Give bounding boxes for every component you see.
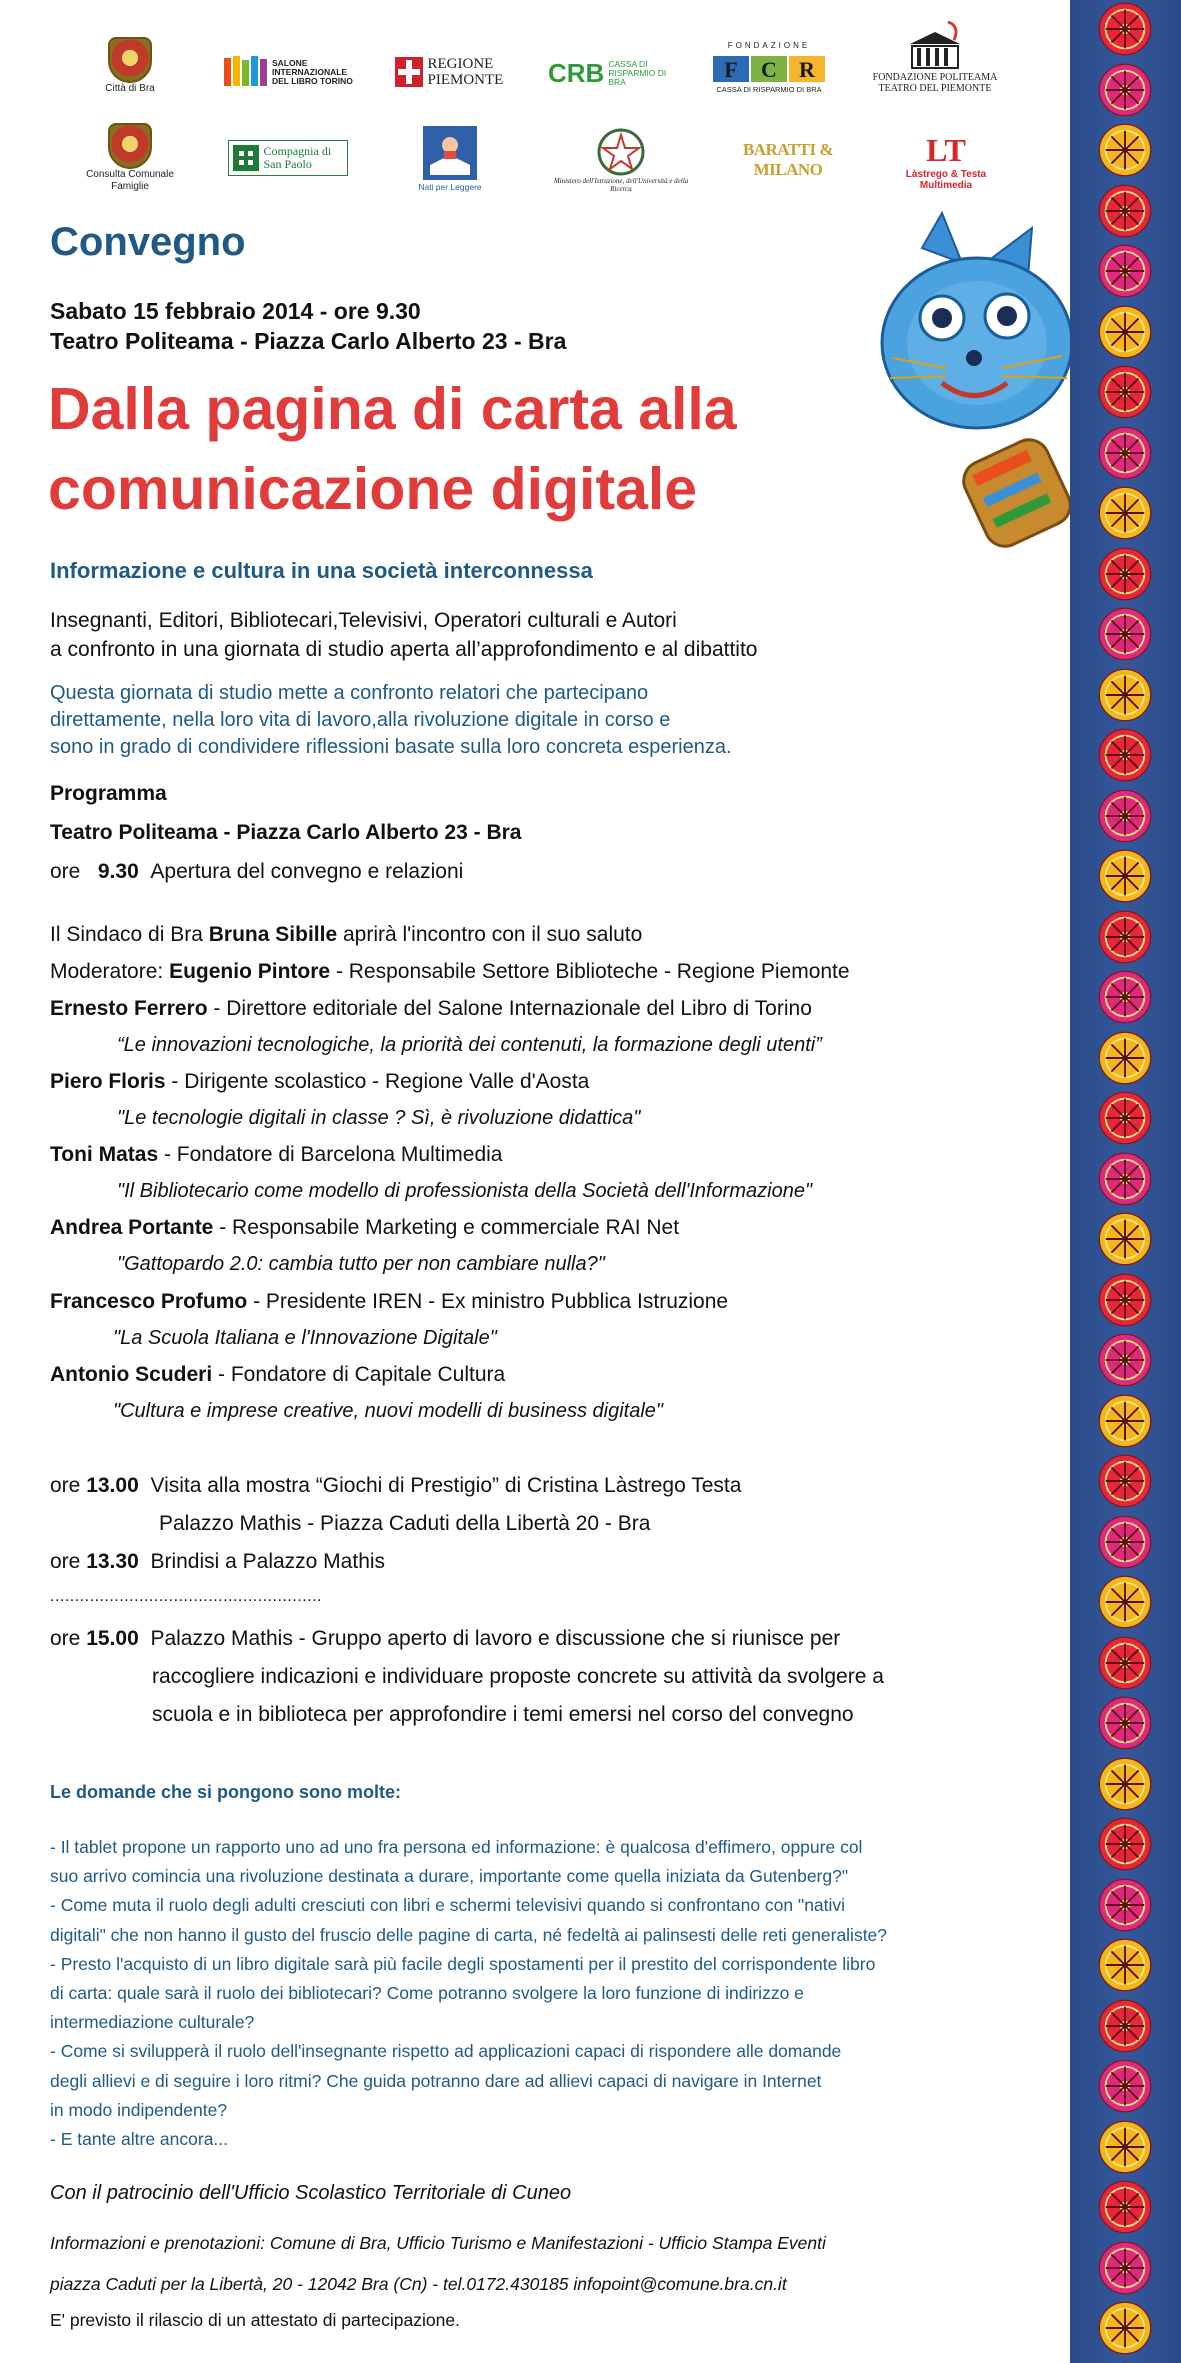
time-value: 9.30 <box>97 860 139 883</box>
description-line-1: Questa giornata di studio mette a confronto relatori che partecipano <box>50 682 649 704</box>
sindaco-suffix: aprirà l'incontro con il suo saluto <box>342 923 643 946</box>
question-line: - Come si svilupperà il ruolo dell'insegnante rispetto ad applicazioni capaci di rispondere alle domande <box>50 2041 842 2062</box>
decorative-wheel-icon <box>1083 1333 1167 1387</box>
speaker-line <box>50 1216 679 1240</box>
decorative-wheel-icon <box>1083 2180 1167 2234</box>
question-line: suo arrivo comincia una rivoluzione destinata a durare, importante come quella iniziata da Gutenberg?" <box>50 1866 849 1887</box>
logo-caption: Nati per Leggere <box>418 182 482 192</box>
audience-line-2: a confronto in una giornata di studio aperta all’approfondimento e al dibattito <box>50 638 758 661</box>
speaker-name: Andrea Portante <box>50 1216 214 1239</box>
moderator-role: - Responsabile Settore Biblioteche - Regione Piemonte <box>335 960 850 983</box>
decorative-wheel-icon <box>1083 184 1167 238</box>
logo-caption: CASSA DI RISPARMIO DI BRA <box>608 58 667 87</box>
consulta-famiglie-logo <box>80 115 180 201</box>
crb-letters: CRB <box>548 57 605 88</box>
event-date: Sabato 15 febbraio 2014 - ore 9.30 <box>50 298 421 324</box>
speaker-talk-title: "Le tecnologie digitali in classe ? Sì, è rivoluzione didattica" <box>117 1107 641 1129</box>
speaker-talk-title: "La Scuola Italiana e l'Innovazione Digitale" <box>113 1327 497 1349</box>
sanpaolo-square-icon <box>233 145 259 171</box>
decorative-wheel-icon <box>1083 244 1167 298</box>
question-line: - E tante altre ancora... <box>50 2129 229 2149</box>
theatre-building-icon <box>900 20 970 72</box>
decorative-wheel-icon <box>1083 305 1167 359</box>
decorative-wheel-icon <box>1083 1999 1167 2053</box>
patronage-note: Con il patrocinio dell'Ufficio Scolastico Territoriale di Cuneo <box>50 2182 572 2204</box>
decorative-wheel-icon <box>1083 426 1167 480</box>
decorative-wheel-icon <box>1083 789 1167 843</box>
decorative-wheel-icon <box>1083 1091 1167 1145</box>
decorative-wheel-icon <box>1083 1454 1167 1508</box>
speaker-role: - Presidente IREN - Ex ministro Pubblica Istruzione <box>253 1290 729 1313</box>
sindaco-line <box>50 923 642 947</box>
question-line: - Come muta il ruolo degli adulti cresciuti con libri e schermi televisivi quando si confrontano con "nativi <box>50 1895 846 1916</box>
question-line: digitali" che non hanno il gusto del fruscio delle pagine di carta, né fedeltà ai palinsesti delle reti generaliste? <box>50 1924 888 1945</box>
attestato-note: E' previsto il rilascio di un attestato di partecipazione. <box>50 2310 460 2330</box>
svg-text:LT: LT <box>926 132 966 168</box>
time-value: 15.00 <box>86 1627 139 1650</box>
time-prefix: ore <box>50 860 81 883</box>
decorative-wheel-icon <box>1083 63 1167 117</box>
fondazione-crb-logo <box>706 38 832 98</box>
program-venue: Teatro Politeama - Piazza Carlo Alberto 23 - Bra <box>50 821 522 844</box>
speaker-talk-title: “Le innovazioni tecnologiche, la priorità dei contenuti, la formazione degli utenti” <box>117 1034 822 1056</box>
event-type-heading: Convegno <box>50 220 246 264</box>
sindaco-name: Bruna Sibille <box>208 923 338 946</box>
slot-1500-line-3: scuola e in biblioteca per approfondire i temi emersi nel corso del convegno <box>152 1703 854 1726</box>
salone-stripes-icon <box>222 54 272 90</box>
speaker-name: Antonio Scuderi <box>50 1363 213 1386</box>
question-line: - Presto l'acquisto di un libro digitale sarà più facile degli spostamenti per il prestito del corrispondente libro <box>50 1953 876 1974</box>
speaker-role: - Dirigente scolastico - Regione Valle d'Aosta <box>171 1070 590 1093</box>
decorative-wheel-icon <box>1083 1636 1167 1690</box>
event-title-line-2: comunicazione digitale <box>48 456 698 522</box>
speaker-talk-title: "Gattopardo 2.0: cambia tutto per non cambiare nulla?" <box>117 1253 605 1275</box>
time-value: 13.30 <box>86 1550 139 1573</box>
decorative-wheel-icon <box>1083 668 1167 722</box>
decorative-wheel-icon <box>1083 1696 1167 1750</box>
decorative-wheel-icon <box>1083 728 1167 782</box>
logo-caption: REGIONE PIEMONTE <box>427 56 504 88</box>
slot-1500-line-1 <box>50 1627 840 1651</box>
decorative-wheel-icon <box>1083 1212 1167 1266</box>
speaker-role: - Fondatore di Barcelona Multimedia <box>163 1143 503 1166</box>
decorative-wheel-icon <box>1083 123 1167 177</box>
speaker-line <box>50 997 812 1021</box>
audience-line-1: Insegnanti, Editori, Bibliotecari,Televisivi, Operatori culturali e Autori <box>50 609 677 632</box>
slot-description: Apertura del convegno e relazioni <box>150 860 464 883</box>
italian-emblem-icon <box>596 127 646 177</box>
info-line-1: Informazioni e prenotazioni: Comune di Bra, Ufficio Turismo e Manifestazioni - Ufficio Stampa Eventi <box>50 2233 826 2253</box>
logo-caption-top: FONDAZIONE <box>727 41 811 50</box>
program-heading: Programma <box>50 782 167 805</box>
piemonte-flag-icon <box>394 56 424 88</box>
slot-description: Visita alla mostra “Giochi di Prestigio” di Cristina Làstrego Testa <box>150 1474 742 1497</box>
decorative-wheel-icon <box>1083 2059 1167 2113</box>
speaker-line <box>50 1070 589 1094</box>
time-prefix: ore <box>50 1627 81 1650</box>
decorative-wheel-icon <box>1083 1878 1167 1932</box>
decorative-wheel-icon <box>1083 1817 1167 1871</box>
sindaco-prefix: Il Sindaco di Bra <box>50 923 203 946</box>
speaker-name: Francesco Profumo <box>50 1290 248 1313</box>
logo-caption: Città di Bra <box>105 83 155 94</box>
svg-text:C: C <box>761 57 777 82</box>
slot-description: Brindisi a Palazzo Mathis <box>150 1550 386 1573</box>
speaker-line <box>50 1143 502 1167</box>
coat-of-arms-icon <box>108 37 152 83</box>
decorative-wheel-icon <box>1083 970 1167 1024</box>
event-subtitle: Informazione e cultura in una società interconnessa <box>50 558 593 583</box>
decorative-wheel-icon <box>1083 486 1167 540</box>
speaker-name: Toni Matas <box>50 1143 159 1166</box>
sanpaolo-logo <box>228 140 348 176</box>
speaker-name: Piero Floris <box>50 1070 166 1093</box>
slot-1300-line-2: Palazzo Mathis - Piazza Caduti della Libertà 20 - Bra <box>159 1512 651 1535</box>
coat-of-arms-icon <box>108 123 152 169</box>
moderator-name: Eugenio Pintore <box>169 960 331 983</box>
slot-1330 <box>50 1550 385 1574</box>
logo-caption: Compagnia di San Paolo <box>263 144 332 171</box>
dotted-separator: ....................................................... <box>50 1588 322 1605</box>
program-opening <box>50 860 463 884</box>
lastrego-testa-logo <box>896 120 996 200</box>
logo-caption: SALONE INTERNAZIONALE DEL LIBRO TORINO <box>272 57 353 86</box>
speaker-talk-title: "Il Bibliotecario come modello di professionista della Società dell'Informazione" <box>117 1180 813 1202</box>
question-line: - Il tablet propone un rapporto uno ad uno fra persona ed informazione: è qualcosa d'effimero, oppure col <box>50 1837 863 1857</box>
speaker-name: Ernesto Ferrero <box>50 997 208 1020</box>
baratti-wordmark: BARATTI & MILANO <box>742 140 834 179</box>
question-line: in modo indipendente? <box>50 2099 228 2120</box>
salone-libro-logo <box>222 52 372 92</box>
politeama-logo <box>870 14 1000 100</box>
time-prefix: ore <box>50 1474 81 1497</box>
logo-caption: Ministero dell'Istruzione, dell'Università e della Ricerca <box>553 177 689 193</box>
slot-1500-line-2: raccogliere indicazioni e individuare proposte concrete su attività da svolgere a <box>152 1665 884 1688</box>
svg-text:R: R <box>799 57 815 82</box>
reading-child-icon <box>422 125 478 181</box>
description-line-3: sono in grado di condividere riflessioni basate sulla loro concreta esperienza. <box>50 736 732 758</box>
description-line-2: direttamente, nella loro vita di lavoro,alla rivoluzione digitale in corso e <box>50 709 671 731</box>
decorative-wheel-icon <box>1083 2301 1167 2355</box>
slot-description: Palazzo Mathis - Gruppo aperto di lavoro e discussione che si riunisce per <box>150 1627 841 1650</box>
slot-1300-line-1 <box>50 1474 741 1498</box>
question-line: di carta: quale sarà il ruolo dei bibliotecari? Come potranno svolgere la loro funzione di indirizzo e <box>50 1983 804 2003</box>
decorative-wheel-icon <box>1083 1938 1167 1992</box>
moderator-prefix: Moderatore: <box>50 960 164 983</box>
decorative-wheel-icon <box>1083 1515 1167 1569</box>
regione-piemonte-logo <box>393 52 518 92</box>
time-prefix: ore <box>50 1550 81 1573</box>
question-line: intermediazione culturale? <box>50 2012 255 2033</box>
decorative-wheel-icon <box>1083 607 1167 661</box>
decorative-wheel-icon <box>1083 2241 1167 2295</box>
decorative-wheel-icon <box>1083 1273 1167 1327</box>
decorative-wheel-icon <box>1083 1757 1167 1811</box>
decorative-wheel-icon <box>1083 2120 1167 2174</box>
lt-monogram-icon <box>922 129 970 169</box>
event-title-line-1: Dalla pagina di carta alla <box>48 376 737 442</box>
speaker-line <box>50 1290 728 1314</box>
speaker-role: - Fondatore di Capitale Cultura <box>218 1363 506 1386</box>
ministero-logo <box>546 118 696 202</box>
citta-di-bra-logo <box>85 30 175 102</box>
logo-caption: FONDAZIONE POLITEAMA TEATRO DEL PIEMONTE <box>872 72 998 94</box>
questions-heading: Le domande che si pongono sono molte: <box>50 1782 402 1802</box>
decorative-wheel-icon <box>1083 910 1167 964</box>
question-line: degli allievi e di seguire i loro ritmi? Che guida potranno dare ad allievi capaci di navigare in Internet <box>50 2070 822 2091</box>
baratti-milano-logo <box>718 140 858 180</box>
cat-illustration <box>862 208 1070 558</box>
moderator-line <box>50 960 850 984</box>
decorative-wheel-icon <box>1083 1031 1167 1085</box>
logo-caption: Consulta Comunale Famiglie <box>86 169 174 192</box>
speaker-role: - Direttore editoriale del Salone Internazionale del Libro di Torino <box>213 997 812 1020</box>
decorative-strip <box>1070 0 1181 2363</box>
logo-caption: Làstrego & Testa Multimedia <box>905 169 987 191</box>
fondazione-crb-letters-icon <box>711 52 827 84</box>
event-venue: Teatro Politeama - Piazza Carlo Alberto 23 - Bra <box>50 328 567 354</box>
speaker-talk-title: "Cultura e imprese creative, nuovi modelli di business digitale" <box>113 1400 664 1422</box>
decorative-wheel-icon <box>1083 365 1167 419</box>
svg-text:F: F <box>724 57 738 82</box>
decorative-wheel-icon <box>1083 1575 1167 1629</box>
crb-logo <box>548 50 688 96</box>
decorative-wheel-icon <box>1083 547 1167 601</box>
info-line-2: piazza Caduti per la Libertà, 20 - 12042 Bra (Cn) - tel.0172.430185 infopoint@comune.bra.cn.it <box>50 2274 787 2294</box>
nati-per-leggere-logo <box>412 120 488 198</box>
decorative-wheel-icon <box>1083 2 1167 56</box>
logo-caption-bottom: CASSA DI RISPARMIO DI BRA <box>716 85 822 94</box>
decorative-wheel-icon <box>1083 1394 1167 1448</box>
speaker-role: - Responsabile Marketing e commerciale RAI Net <box>219 1216 680 1239</box>
speaker-line <box>50 1363 505 1387</box>
decorative-wheel-icon <box>1083 1152 1167 1206</box>
decorative-wheel-icon <box>1083 849 1167 903</box>
time-value: 13.00 <box>86 1474 139 1497</box>
